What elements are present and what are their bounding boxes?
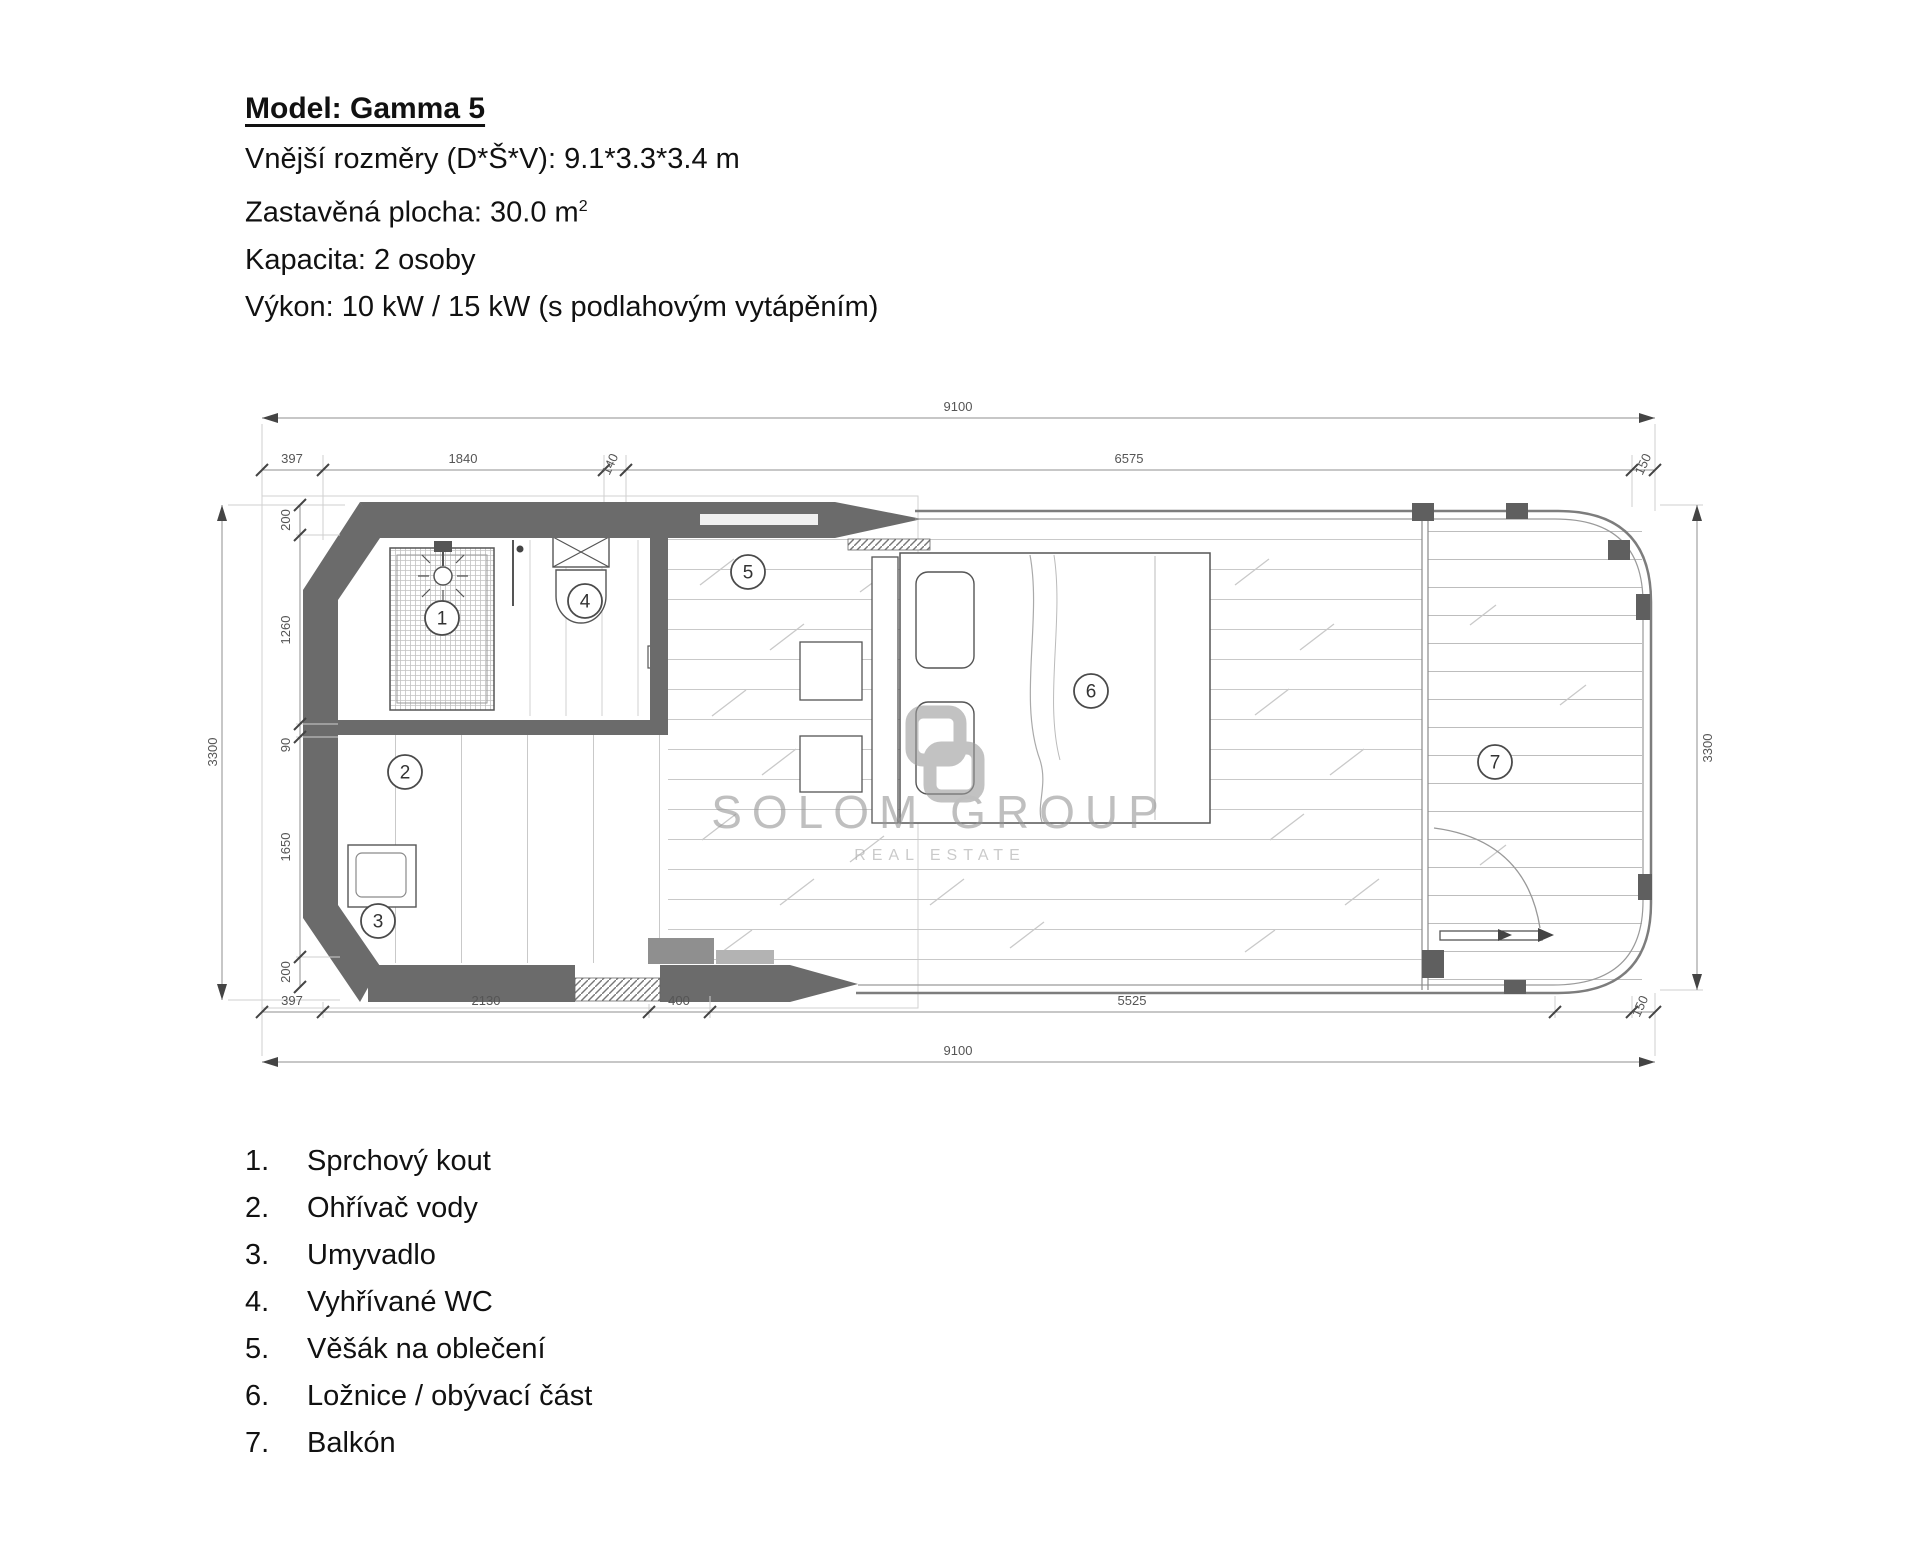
post <box>1412 503 1434 521</box>
threshold-hatch <box>575 978 660 1001</box>
window-sill-hatch <box>848 539 930 550</box>
room-marker-5 <box>731 555 765 589</box>
room-marker-3 <box>361 904 395 938</box>
svg-text:7: 7 <box>1489 752 1501 774</box>
legend-item-4 <box>245 1279 592 1326</box>
legend-num: 5. <box>245 1333 270 1365</box>
top-wall-window <box>700 514 818 525</box>
legend-item-1 <box>245 1138 592 1185</box>
room-marker-6 <box>1074 674 1108 708</box>
room-marker-7 <box>1478 745 1512 779</box>
dim-bottom-seg-0: 397 <box>281 993 303 1008</box>
dim-bottom-total: 9100 <box>943 1043 973 1058</box>
top-wall <box>360 502 922 538</box>
legend-item-2 <box>245 1185 592 1232</box>
glass-divider <box>1422 518 1428 990</box>
dim-left-seg-2: 90 <box>278 737 293 753</box>
spec-power: Výkon: 10 kW / 15 kW (s podlahovým vytápěním) <box>245 290 879 323</box>
dim-top-seg-3: 6575 <box>1114 451 1144 466</box>
dim-top-seg-1: 1840 <box>448 451 478 466</box>
shower-head <box>434 567 452 585</box>
legend-label: Umyvadlo <box>307 1239 436 1271</box>
dim-bottom-seg-2: 400 <box>668 993 690 1008</box>
spec-dimensions: Vnější rozměry (D*Š*V): 9.1*3.3*3.4 m <box>245 143 740 175</box>
legend-label: Balkón <box>307 1427 396 1459</box>
post <box>1638 874 1652 900</box>
dim-bottom-seg-1: 2130 <box>471 993 501 1008</box>
pillow-1 <box>916 572 974 668</box>
legend-num: 1. <box>245 1145 270 1177</box>
door-leaf <box>1440 931 1542 940</box>
legend-label: Věšák na oblečení <box>307 1333 546 1365</box>
dim-top-seg-4: 150 <box>1631 451 1655 478</box>
dim-left-seg-1: 1260 <box>278 615 293 645</box>
square-sup: 2 <box>578 198 588 215</box>
dim-left-seg-4: 200 <box>278 961 293 983</box>
dim-bottom-seg-3: 5525 <box>1117 993 1147 1008</box>
sink-bowl <box>356 853 406 897</box>
legend-num: 7. <box>245 1427 270 1459</box>
entry-step-2 <box>716 950 774 964</box>
legend-list <box>245 1138 592 1467</box>
room-marker-4 <box>568 584 602 618</box>
table <box>872 557 898 823</box>
bath-right-wall <box>650 533 668 735</box>
shower-mixer <box>434 541 452 552</box>
legend-item-3 <box>245 1232 592 1279</box>
dim-left-seg-3: 1650 <box>278 832 293 862</box>
room-marker-2 <box>388 755 422 789</box>
legend-num: 2. <box>245 1192 270 1224</box>
dim-top-total: 9100 <box>943 399 973 414</box>
svg-text:5: 5 <box>742 562 754 584</box>
watermark-title: SOLOM GROUP <box>711 786 1169 838</box>
legend-label: Sprchový kout <box>307 1145 491 1177</box>
legend-num: 4. <box>245 1286 270 1318</box>
stool-1 <box>800 642 862 700</box>
legend-num: 3. <box>245 1239 270 1271</box>
post <box>1506 503 1528 519</box>
dim-left-seg-0: 200 <box>278 509 293 531</box>
legend-label: Ohřívač vody <box>307 1192 478 1224</box>
bed <box>900 553 1210 823</box>
post <box>1504 980 1526 994</box>
stool-2 <box>800 736 862 792</box>
legend-label: Vyhřívané WC <box>307 1286 493 1318</box>
dim-right-total: 3300 <box>1700 733 1715 763</box>
legend-item-5 <box>245 1326 592 1373</box>
post <box>1422 950 1444 978</box>
bath-bottom-wall <box>338 720 668 735</box>
svg-text:3: 3 <box>372 911 384 933</box>
door-handle-dot <box>517 546 524 553</box>
dim-bottom-seg-4: 150 <box>1628 993 1652 1020</box>
spec-capacity: Kapacita: 2 osoby <box>245 243 476 276</box>
dim-top-seg-2: 140 <box>598 451 622 478</box>
svg-text:4: 4 <box>579 591 591 613</box>
svg-text:2: 2 <box>399 762 411 784</box>
dim-left-total: 3300 <box>205 737 220 767</box>
spec-area: Zastavěná plocha: 30.0 $m^2$ <box>245 196 588 229</box>
watermark-subtitle: REAL ESTATE <box>854 847 1026 864</box>
model-title: Model: Gamma 5 <box>245 92 486 125</box>
legend-item-7 <box>245 1420 592 1467</box>
entry-step-1 <box>648 938 714 964</box>
post <box>1608 540 1630 560</box>
svg-text:1: 1 <box>436 608 448 630</box>
post <box>1636 594 1650 620</box>
legend-label: Ložnice / obývací část <box>307 1380 593 1412</box>
legend-num: 6. <box>245 1380 270 1412</box>
legend-item-6 <box>245 1373 592 1420</box>
svg-text:6: 6 <box>1085 681 1097 703</box>
room-marker-1 <box>425 601 459 635</box>
dim-top-seg-0: 397 <box>281 451 303 466</box>
balcony-deck <box>1428 522 1642 984</box>
